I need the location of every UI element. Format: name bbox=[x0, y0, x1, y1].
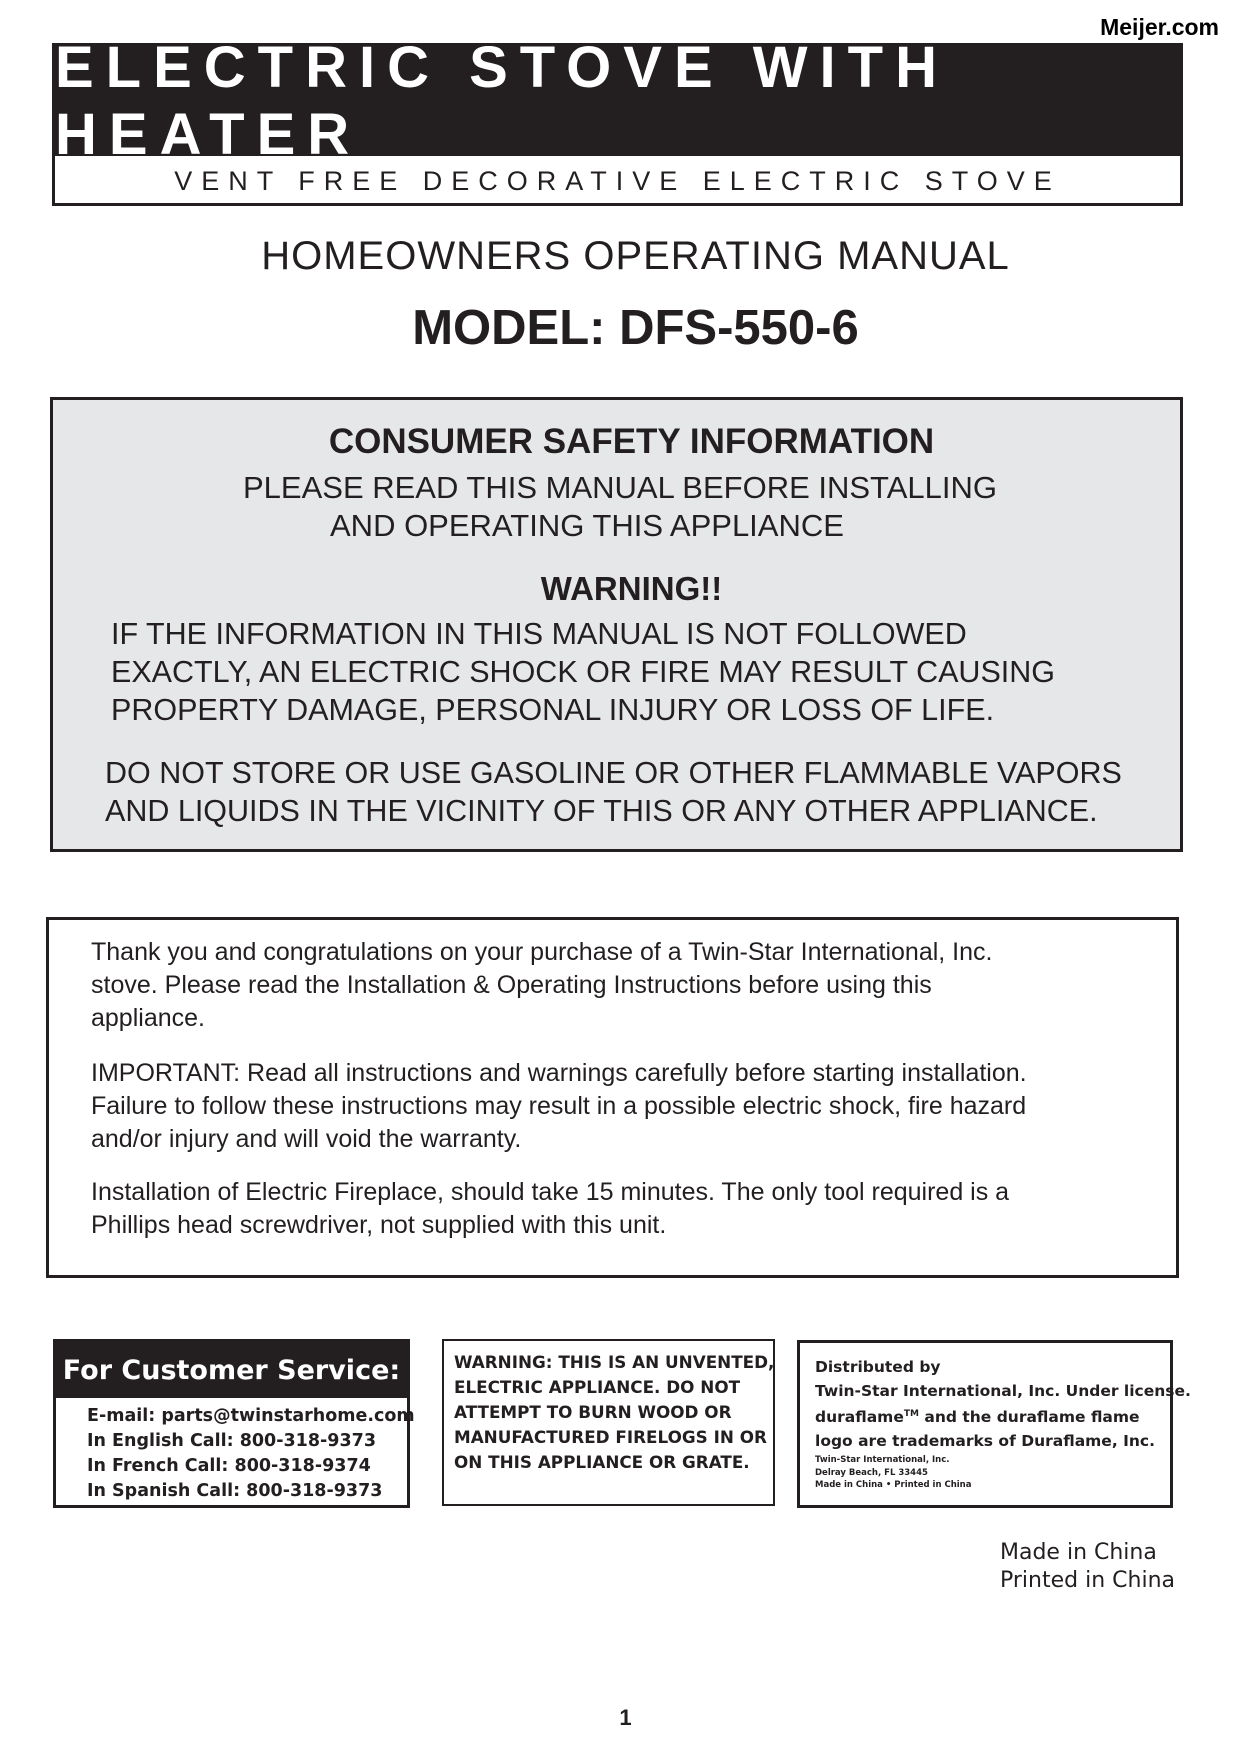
warning-title: WARNING!! bbox=[540, 570, 723, 607]
distributor-line: Twin-Star International, Inc. Under license. bbox=[815, 1381, 1191, 1400]
paragraph-line: Installation of Electric Fireplace, should take 15 minutes. The only tool required is a bbox=[91, 1178, 1010, 1206]
unvented-warning-text bbox=[454, 1350, 774, 1475]
distributor-line: logo are trademarks of Duraflame, Inc. bbox=[815, 1431, 1155, 1450]
address-line: Made in China • Printed in China bbox=[815, 1480, 972, 1490]
paragraph-line: IMPORTANT: Read all instructions and warnings carefully before starting installation. bbox=[91, 1059, 1027, 1087]
warning-text bbox=[111, 615, 1055, 729]
distributor-line: Distributed by bbox=[815, 1358, 941, 1376]
distributor-text bbox=[815, 1356, 1191, 1453]
watermark: Meijer.com bbox=[1100, 14, 1219, 40]
trademark-symbol: TM bbox=[903, 1409, 919, 1419]
warning-line: ON THIS APPLIANCE OR GRATE. bbox=[454, 1452, 750, 1472]
paragraph-line: appliance. bbox=[91, 1004, 205, 1032]
consumer-safety-box bbox=[50, 397, 1183, 852]
contact-english-phone: In English Call: 800-318-9373 bbox=[87, 1431, 376, 1451]
document-title: ELECTRIC STOVE WITH HEATER bbox=[55, 46, 1180, 156]
distributor-box bbox=[797, 1340, 1191, 1508]
flammable-line: AND LIQUIDS IN THE VICINITY OF THIS OR ANY OTHER APPLIANCE. bbox=[105, 794, 1098, 828]
warning-line: EXACTLY, AN ELECTRIC SHOCK OR FIRE MAY RESULT CAUSING bbox=[111, 655, 1056, 689]
origin-note bbox=[1000, 1539, 1175, 1595]
paragraph-line: Failure to follow these instructions may result in a possible electric shock, fire hazard bbox=[91, 1092, 1027, 1120]
printed-in-line: Printed in China bbox=[1000, 1568, 1175, 1593]
safety-subtitle-line: PLEASE READ THIS MANUAL BEFORE INSTALLING bbox=[243, 470, 997, 505]
warning-line: MANUFACTURED FIRELOGS IN OR bbox=[454, 1427, 767, 1447]
warning-line: IF THE INFORMATION IN THIS MANUAL IS NOT FOLLOWED bbox=[111, 617, 967, 651]
address-line: Delray Beach, FL 33445 bbox=[815, 1467, 928, 1478]
paragraph-line: Thank you and congratulations on your purchase of a Twin-Star International, Inc. bbox=[91, 938, 993, 966]
warning-line: ATTEMPT TO BURN WOOD OR bbox=[454, 1402, 732, 1422]
warning-line: PROPERTY DAMAGE, PERSONAL INJURY OR LOSS OF LIFE. bbox=[111, 693, 995, 727]
warning-line: WARNING: THIS IS AN UNVENTED, bbox=[454, 1352, 775, 1372]
intro-paragraph-important bbox=[91, 1057, 1027, 1156]
customer-service-contacts bbox=[87, 1404, 415, 1504]
address-line: Twin-Star International, Inc. bbox=[815, 1455, 950, 1465]
flammable-warning bbox=[105, 754, 1122, 830]
made-in-line: Made in China bbox=[1000, 1540, 1157, 1565]
customer-service-box bbox=[53, 1339, 415, 1508]
contact-email: E-mail: parts@twinstarhome.com bbox=[87, 1406, 415, 1426]
customer-service-heading: For Customer Service: bbox=[56, 1342, 407, 1398]
page-number: 1 bbox=[619, 1705, 632, 1730]
unvented-warning-box bbox=[442, 1339, 775, 1506]
intro-paragraph-installation bbox=[91, 1176, 1009, 1242]
paragraph-line: stove. Please read the Installation & Operating Instructions before using this bbox=[91, 971, 932, 999]
safety-subtitle-line: AND OPERATING THIS APPLIANCE bbox=[330, 508, 844, 543]
brand-name: duraflame bbox=[815, 1408, 904, 1427]
trademark-rest: and the duraflame flame bbox=[918, 1408, 1140, 1427]
manual-heading: HOMEOWNERS OPERATING MANUAL bbox=[261, 234, 1010, 278]
title-banner bbox=[52, 35, 1183, 206]
paragraph-line: Phillips head screwdriver, not supplied with this unit. bbox=[91, 1211, 667, 1239]
distributor-address bbox=[815, 1454, 971, 1492]
intro-paragraph-thanks bbox=[91, 936, 992, 1035]
document-subtitle: VENT FREE DECORATIVE ELECTRIC STOVE bbox=[174, 165, 1061, 196]
flammable-line: DO NOT STORE OR USE GASOLINE OR OTHER FLAMMABLE VAPORS bbox=[105, 756, 1122, 790]
contact-spanish-phone: In Spanish Call: 800-318-9373 bbox=[87, 1481, 383, 1501]
model-heading: MODEL: DFS-550-6 bbox=[412, 301, 859, 355]
paragraph-line: and/or injury and will void the warranty. bbox=[91, 1125, 522, 1153]
intro-box bbox=[46, 917, 1179, 1278]
warning-line: ELECTRIC APPLIANCE. DO NOT bbox=[454, 1377, 741, 1397]
contact-french-phone: In French Call: 800-318-9374 bbox=[87, 1456, 371, 1476]
safety-title: CONSUMER SAFETY INFORMATION bbox=[328, 422, 935, 461]
trademark-line bbox=[815, 1403, 1191, 1430]
